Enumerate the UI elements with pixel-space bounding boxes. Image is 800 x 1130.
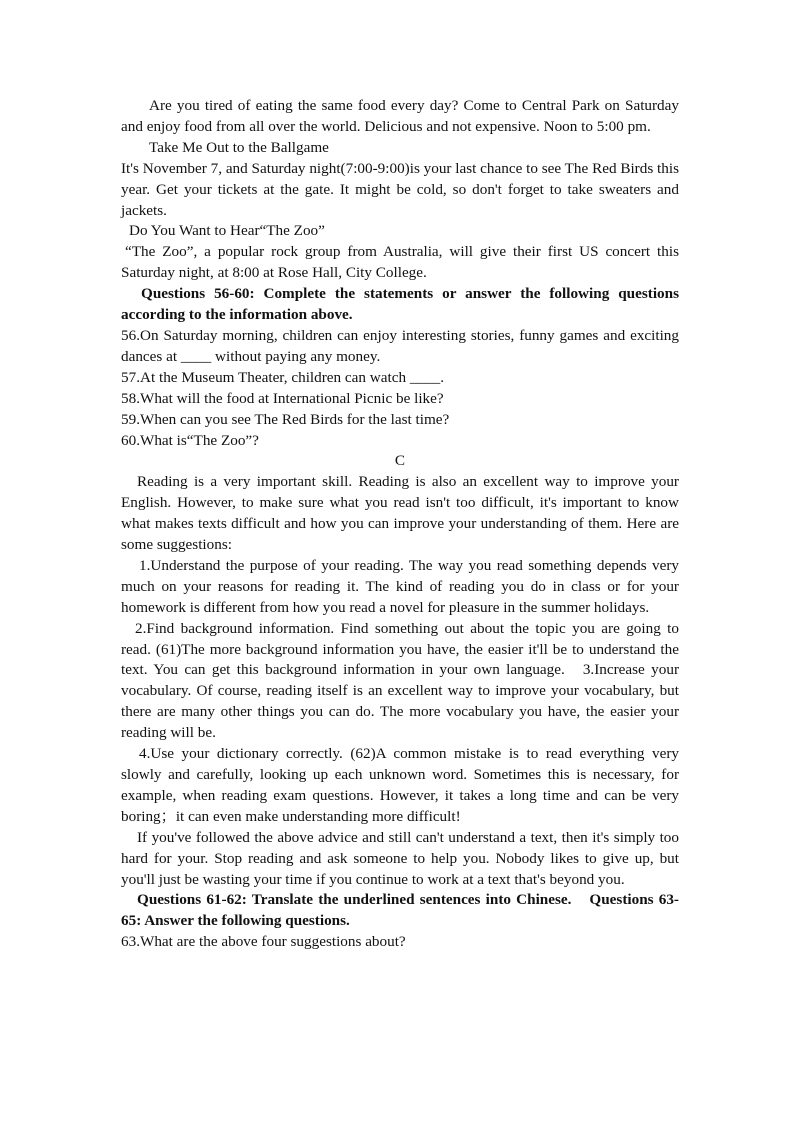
zoo-paragraph: “The Zoo”, a popular rock group from Australia, will give their first US concert this Saturday night, at 8:00 at Rose Hall, City College. [121,243,679,282]
questions-61-65-instructions [121,890,679,932]
closing-paragraph: If you've followed the above advice and still can't understand a text, then it's simply too hard for your. Stop reading and ask someone to help you. Nobody likes to give up, but you'll just be wasting your time if you continue to work at a text that's beyond you. [121,828,679,888]
suggestion-2-3-paragraph [121,619,679,744]
suggestion-3-text: 3.Increase your vocabulary. Of course, reading itself is an excellent way to improve your vocabulary, but there are many other things you can do. The more vocabulary you have, the easier your reading will be. [121,661,680,742]
document-page [121,96,679,953]
zoo-heading: Do You Want to Hear“The Zoo” [129,222,325,240]
reading-intro-paragraph: Reading is a very important skill. Reading is also an excellent way to improve your English. However, to make sure what you read isn't too difficult, it's important to know what makes texts difficult and how you can improve your understanding of them. Here are some suggestions: [121,473,679,554]
questions-63-65-text: Questions 63-65: Answer the following questions. [121,891,679,930]
questions-56-60-instructions: Questions 56-60: Complete the statements or answer the following questions according to the information above. [121,285,679,324]
suggestion-4-paragraph: 4.Use your dictionary correctly. (62)A common mistake is to read everything very slowly and carefully, looking up each unknown word. Sometimes this is necessary, for example, when reading exam questions. However, it takes a long time and can be very boring；it can even make understanding more difficult! [121,745,679,825]
question-56: 56.On Saturday morning, children can enjoy interesting stories, funny games and exciting dances at ____ without paying any money. [121,326,679,365]
question-60: 60.What is“The Zoo”? [121,431,259,449]
section-c-heading: C [394,452,406,470]
ballgame-paragraph: It's November 7, and Saturday night(7:00-9:00)is your last chance to see The Red Birds this year. Get your tickets at the gate. It might be cold, so don't forget to take sweaters and jackets. [121,159,679,219]
question-59: 59.When can you see The Red Birds for the last time? [121,410,450,428]
questions-61-62-text: Questions 61-62: Translate the underlined sentences into Chinese. [137,891,572,909]
suggestion-1-paragraph: 1.Understand the purpose of your reading. The way you read something depends very much on your reasons for reading it. The kind of reading you do in class or for your homework is different from how you read a novel for pleasure in the summer holidays. [121,556,679,616]
question-57: 57.At the Museum Theater, children can watch ____. [121,368,445,386]
ballgame-heading: Take Me Out to the Ballgame [149,138,329,156]
question-58: 58.What will the food at International Picnic be like? [121,389,444,407]
picnic-paragraph: Are you tired of eating the same food every day? Come to Central Park on Saturday and enjoy food from all over the world. Delicious and not expensive. Noon to 5:00 pm. [121,97,679,135]
suggestion-2-text: 2.Find background information. Find something out about the topic you are going to read. (61)The more background information you have, the easier it'll be to understand the text. You can get this background information in your own language. [121,619,679,679]
question-63: 63.What are the above four suggestions about? [121,933,406,951]
